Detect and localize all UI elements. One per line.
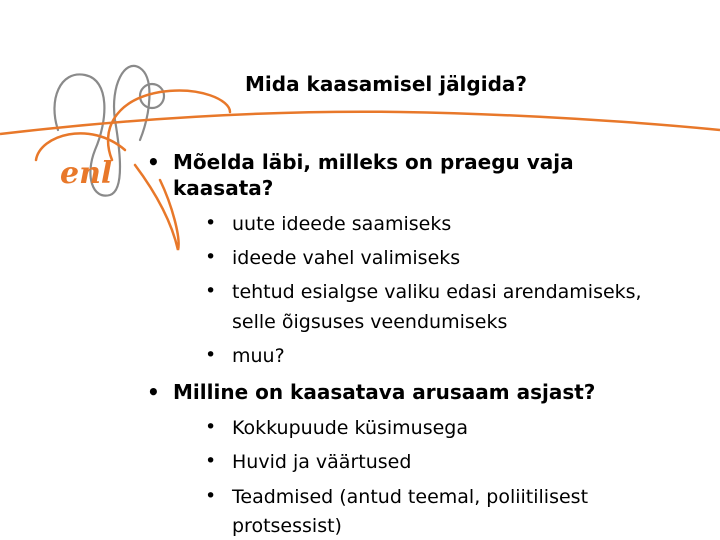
bullet: • <box>205 280 217 302</box>
point-2-sub-1: Kokkupuude küsimusega <box>232 417 469 439</box>
logo-text: enl <box>60 156 113 191</box>
bullet: • <box>205 450 217 472</box>
bullet: • <box>147 150 160 174</box>
point-1-sub-4: muu? <box>232 345 285 367</box>
point-1-sub-3-line-1: tehtud esialgse valiku edasi arendamiseks, <box>232 281 642 303</box>
point-2-sub-3-line-2: protsessist) <box>232 515 342 537</box>
point-2-sub-2: Huvid ja väärtused <box>232 451 412 473</box>
bullet: • <box>205 212 217 234</box>
bullet: • <box>147 380 160 404</box>
point-1-line-2: kaasata? <box>173 176 274 200</box>
bullet: • <box>205 344 217 366</box>
point-1-sub-1: uute ideede saamiseks <box>232 213 452 235</box>
point-1-sub-2: ideede vahel valimiseks <box>232 247 461 269</box>
bullet: • <box>205 485 217 507</box>
bullet: • <box>205 416 217 438</box>
point-1-line-1: Mõelda läbi, milleks on praegu vaja <box>173 150 574 174</box>
bullet: • <box>205 246 217 268</box>
point-2-line-1: Milline on kaasatava arusaam asjast? <box>173 380 596 404</box>
slide-title: Mida kaasamisel jälgida? <box>245 72 528 96</box>
point-2-sub-3-line-1: Teadmised (antud teemal, poliitilisest <box>232 486 589 508</box>
point-1-sub-3-line-2: selle õigsuses veendumiseks <box>232 311 508 333</box>
